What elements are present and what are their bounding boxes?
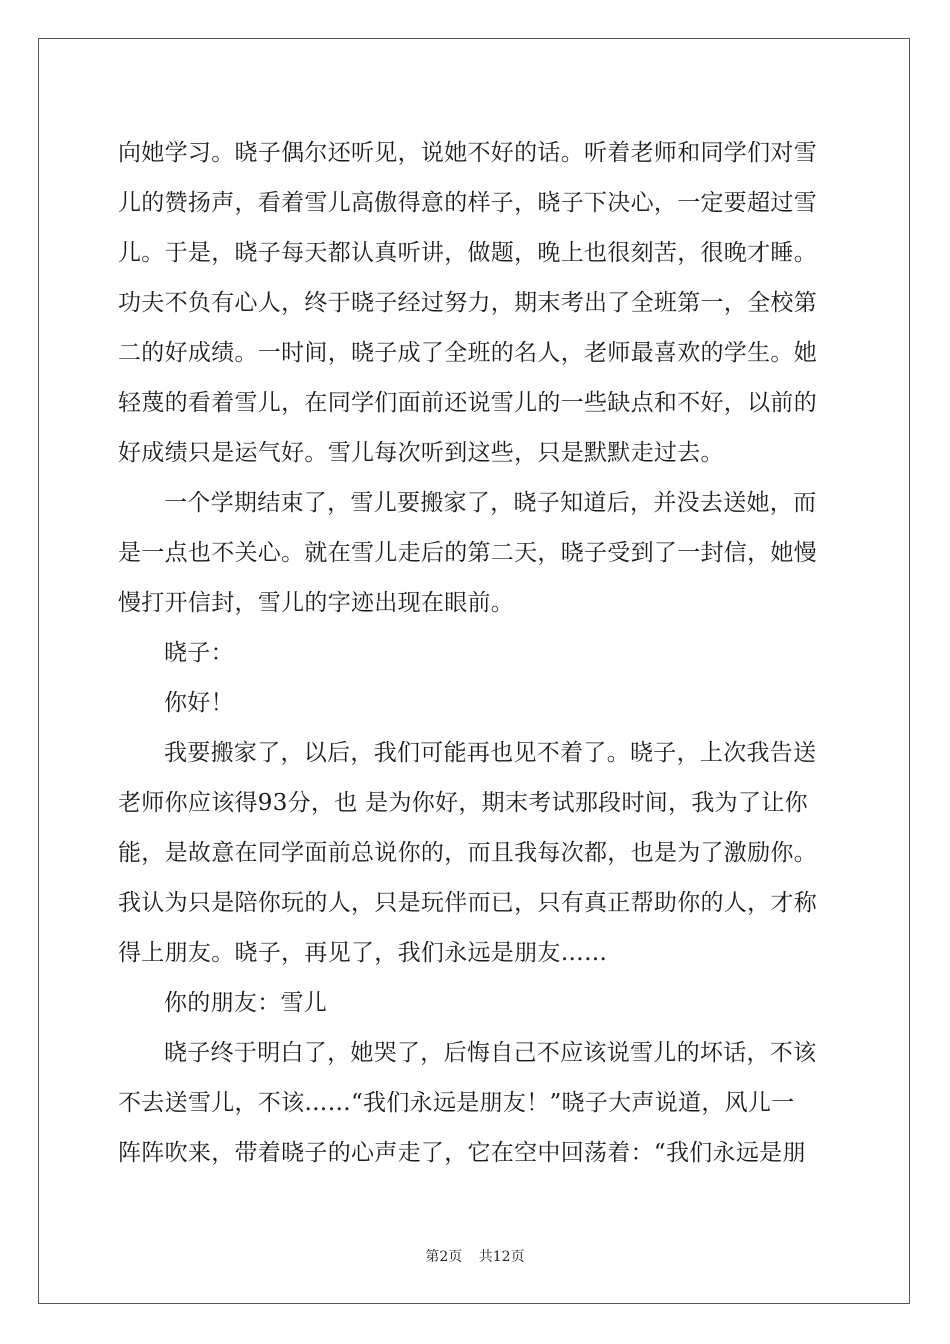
document-body xyxy=(118,128,834,1178)
page-footer xyxy=(0,1246,950,1266)
text-line-10: 慢打开信封，雪儿的字迹出现在眼前。 xyxy=(118,590,515,616)
text-line-4: 功夫不负有心人，终于晓子经过努力，期末考出了全班第一，全校第 xyxy=(118,290,817,316)
text-line-13: 我要搬家了，以后，我们可能再也见不着了。晓子，上次我告送 xyxy=(164,740,817,766)
page-number: 第2页 xyxy=(425,1249,463,1265)
text-line-14: 老师你应该得93分，也 是为你好，期末考试那段时间，我为了让你 xyxy=(118,790,808,816)
text-line-2: 儿的赞扬声，看着雪儿高傲得意的样子，晓子下决心，一定要超过雪 xyxy=(118,190,817,216)
text-line-6: 轻蔑的看着雪儿，在同学们面前还说雪儿的一些缺点和不好，以前的 xyxy=(118,390,817,416)
page-total: 共12页 xyxy=(478,1249,525,1265)
text-line-1: 向她学习。晓子偶尔还听见，说她不好的话。听着老师和同学们对雪 xyxy=(118,140,817,166)
text-line-9: 是一点也不关心。就在雪儿走后的第二天，晓子受到了一封信，她慢 xyxy=(118,540,817,566)
text-line-8: 一个学期结束了，雪儿要搬家了，晓子知道后，并没去送她，而 xyxy=(164,490,817,516)
text-line-3: 儿。于是，晓子每天都认真听讲，做题，晚上也很刻苦，很晚才睡。 xyxy=(118,240,817,266)
text-line-7: 好成绩只是运气好。雪儿每次听到这些，只是默默走过去。 xyxy=(118,440,724,466)
text-line-20: 不去送雪儿，不该……“我们永远是朋友！”晓子大声说道，风儿一 xyxy=(118,1090,795,1116)
letter-greeting: 你好！ xyxy=(164,690,234,716)
text-line-17: 得上朋友。晓子，再见了，我们永远是朋友…… xyxy=(118,940,608,966)
text-line-19: 晓子终于明白了，她哭了，后悔自己不应该说雪儿的坏话，不该 xyxy=(164,1040,817,1066)
text-line-5: 二的好成绩。一时间，晓子成了全班的名人，老师最喜欢的学生。她 xyxy=(118,340,817,366)
text-line-21: 阵阵吹来，带着晓子的心声走了，它在空中回荡着：“我们永远是朋 xyxy=(118,1140,806,1166)
text-line-16: 我认为只是陪你玩的人，只是玩伴而已，只有真正帮助你的人，才称 xyxy=(118,890,817,916)
letter-salutation: 晓子： xyxy=(164,640,234,666)
text-line-15: 能，是故意在同学面前总说你的，而且我每次都，也是为了激励你。 xyxy=(118,840,817,866)
letter-signature: 你的朋友：雪儿 xyxy=(164,990,328,1016)
